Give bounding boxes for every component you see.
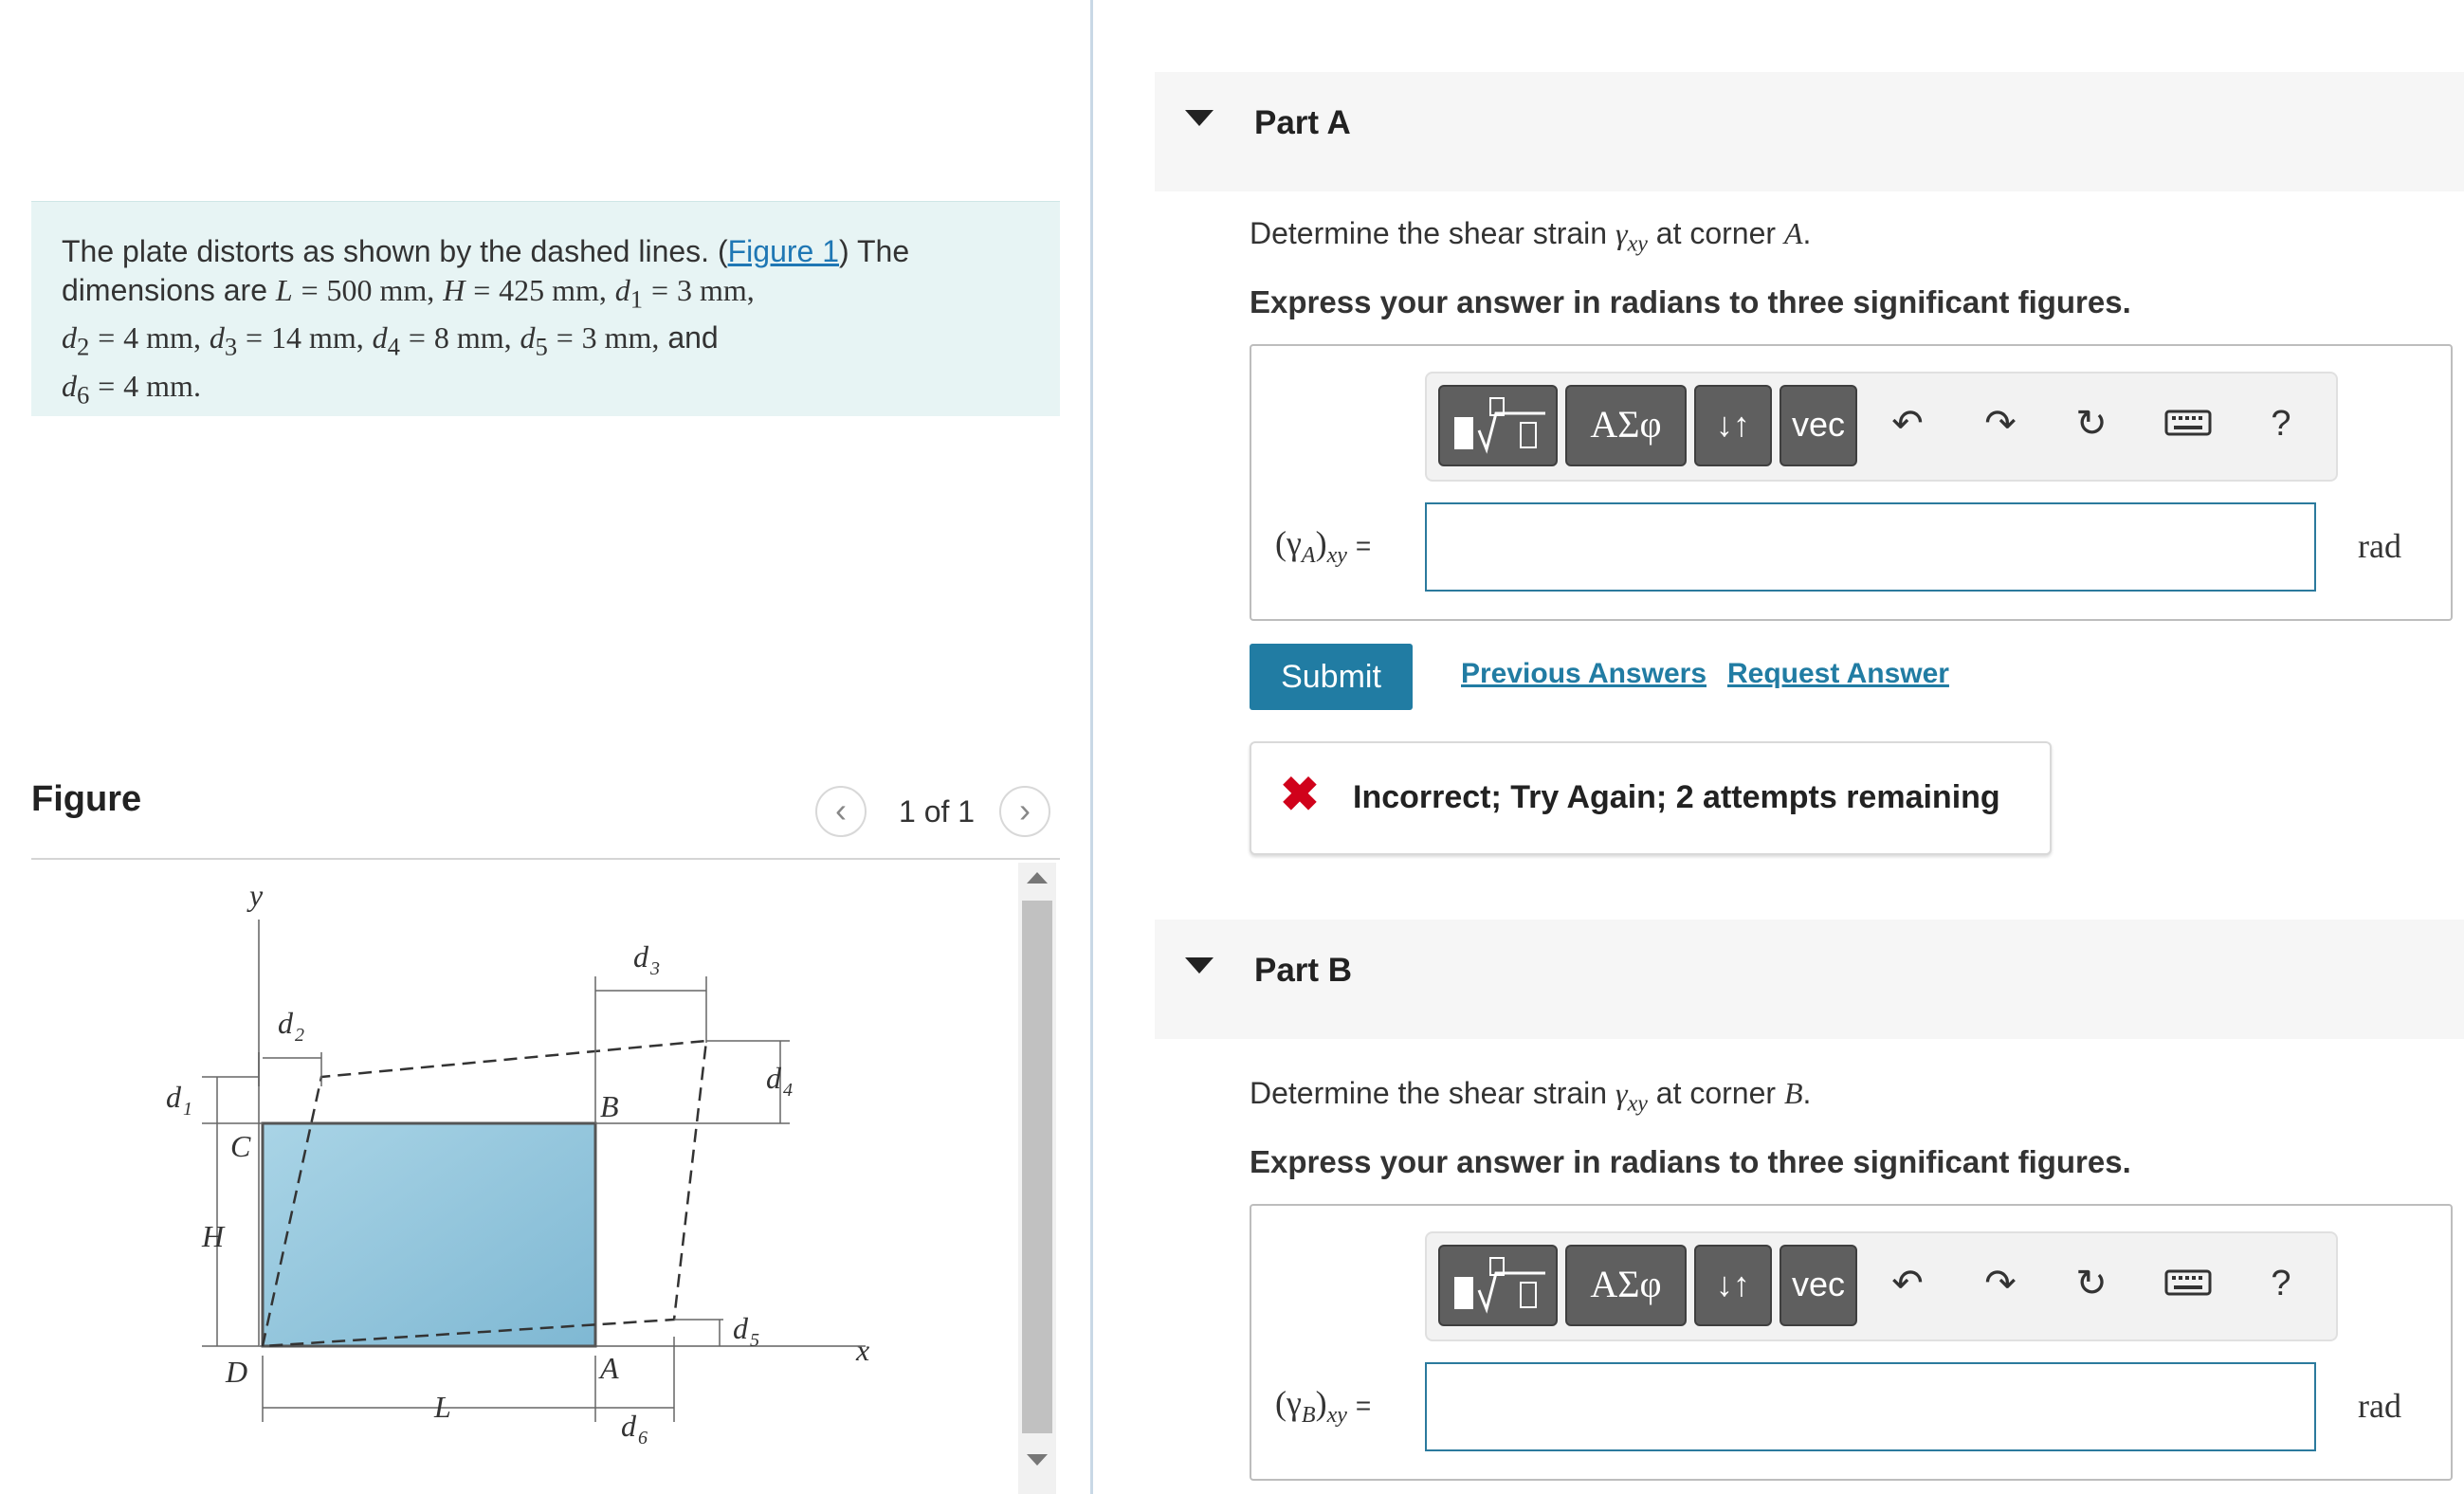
subscript-button[interactable]: ↓↑ — [1694, 385, 1772, 466]
fraction-radical-icon — [1441, 1247, 1555, 1322]
label-sub: A — [1301, 543, 1316, 569]
label-d4: d — [766, 1061, 781, 1095]
question-text: at corner — [1655, 1076, 1777, 1110]
redo-icon[interactable]: ↷ — [1984, 403, 2017, 445]
sub: 4 — [387, 332, 400, 361]
label-H: H — [202, 1219, 225, 1253]
part-a-title: Part A — [1254, 104, 1351, 141]
gamma-symbol: γ — [1615, 1076, 1628, 1110]
equals: = — [98, 368, 116, 403]
val-d4: 8 mm, — [433, 320, 512, 355]
label-xy: xy — [1326, 543, 1347, 569]
var-d3: d — [209, 320, 225, 355]
label-sub: B — [1301, 1403, 1316, 1429]
prev-figure-button[interactable] — [815, 786, 867, 837]
period: . — [1802, 216, 1812, 250]
sub: 2 — [77, 332, 90, 361]
scroll-up-icon[interactable] — [1027, 872, 1048, 884]
equals: = — [98, 320, 116, 355]
label-close: ) — [1315, 524, 1327, 562]
equals: = — [246, 320, 264, 355]
label-C: C — [230, 1129, 251, 1163]
chevron-left-icon: ‹ — [835, 791, 847, 829]
part-b-answer-input[interactable] — [1425, 1362, 2316, 1451]
var-H: H — [443, 273, 465, 307]
label-d6-sub: 6 — [638, 1428, 648, 1448]
val-d1: 3 mm, — [676, 273, 755, 307]
label-eq: = — [1355, 1391, 1372, 1420]
scroll-down-icon[interactable] — [1027, 1454, 1048, 1466]
part-a-instruction: Express your answer in radians to three significant figures. — [1250, 284, 2131, 319]
label-d5-sub: 5 — [750, 1330, 759, 1351]
previous-answers-link[interactable]: Previous Answers — [1461, 658, 1707, 689]
sub: 6 — [77, 380, 90, 410]
reset-icon[interactable]: ↻ — [2075, 1263, 2108, 1304]
corner-symbol: A — [1783, 216, 1803, 250]
label-d2: d — [278, 1006, 293, 1040]
label-gamma: (γ — [1275, 524, 1302, 562]
part-b-question — [1250, 1076, 1811, 1117]
label-d5: d — [733, 1311, 748, 1345]
sub: 3 — [224, 332, 238, 361]
label-x: x — [856, 1333, 870, 1367]
part-a-answer-label — [1275, 523, 1371, 569]
question-text: Determine the shear strain — [1250, 216, 1608, 250]
equals: = — [301, 273, 319, 307]
figure-divider — [31, 858, 1060, 860]
label-xy: xy — [1326, 1403, 1347, 1429]
reset-icon[interactable]: ↻ — [2075, 403, 2108, 445]
question-text: Determine the shear strain — [1250, 1076, 1608, 1110]
keyboard-icon[interactable] — [2164, 1260, 2212, 1307]
figure-scrollbar-thumb[interactable] — [1022, 901, 1052, 1433]
gamma-symbol: γ — [1615, 216, 1628, 250]
val-d2: 4 mm, — [123, 320, 201, 355]
label-close: ) — [1315, 1384, 1327, 1422]
part-a-header[interactable] — [1155, 72, 2464, 191]
var-d4: d — [372, 320, 388, 355]
label-d6: d — [621, 1409, 636, 1443]
equals: = — [473, 273, 491, 307]
var-d5: d — [520, 320, 536, 355]
request-answer-link[interactable]: Request Answer — [1727, 658, 1949, 689]
problem-text: The plate distorts as shown by the dashed lines. ( — [62, 234, 728, 268]
help-button[interactable]: ? — [2271, 404, 2291, 444]
part-a-question — [1250, 216, 1811, 257]
incorrect-x-icon: ✖ — [1280, 768, 1320, 821]
var-d6: d — [62, 368, 77, 403]
label-d1: d — [166, 1080, 181, 1114]
part-b-title: Part B — [1254, 952, 1353, 989]
sub: 1 — [630, 284, 644, 314]
templates-button[interactable] — [1438, 385, 1558, 466]
problem-text: ) The dimensions are — [62, 234, 910, 307]
equals: = — [651, 273, 669, 307]
label-y: y — [249, 878, 264, 912]
label-A: A — [600, 1351, 619, 1385]
chevron-right-icon: › — [1019, 791, 1031, 829]
part-b-answer-label — [1275, 1383, 1371, 1429]
part-b-unit: rad — [2358, 1387, 2401, 1425]
equals: = — [408, 320, 426, 355]
feedback-box — [1250, 741, 2052, 855]
pane-divider[interactable] — [1090, 0, 1093, 1494]
gamma-sub: xy — [1627, 231, 1648, 257]
label-B: B — [600, 1089, 619, 1123]
subscript-button[interactable]: ↓↑ — [1694, 1245, 1772, 1326]
label-gamma: (γ — [1275, 1384, 1302, 1422]
keyboard-icon[interactable] — [2164, 400, 2212, 447]
val-L: 500 mm, — [326, 273, 435, 307]
greek-symbols-button[interactable]: ΑΣφ — [1565, 1245, 1687, 1326]
figure-pager: 1 of 1 — [899, 794, 976, 829]
greek-symbols-button[interactable]: ΑΣφ — [1565, 385, 1687, 466]
feedback-text: Incorrect; Try Again; 2 attempts remaining — [1353, 779, 2000, 815]
label-d1-sub: 1 — [183, 1099, 192, 1120]
label-d3: d — [633, 939, 648, 974]
templates-button[interactable] — [1438, 1245, 1558, 1326]
figure-title: Figure — [31, 779, 142, 819]
val-d6: 4 mm. — [123, 368, 201, 403]
equals: = — [556, 320, 574, 355]
redo-icon[interactable]: ↷ — [1984, 1263, 2017, 1304]
label-d3-sub: 3 — [650, 958, 660, 979]
fraction-radical-icon — [1441, 387, 1555, 463]
part-b-math-toolbar — [1425, 1231, 2338, 1341]
plate-diagram — [31, 863, 1017, 1494]
label-d2-sub: 2 — [295, 1025, 304, 1046]
submit-button[interactable]: Submit — [1250, 644, 1413, 710]
var-L: L — [275, 273, 293, 307]
corner-symbol: B — [1783, 1076, 1803, 1110]
label-eq: = — [1355, 531, 1372, 560]
vector-button[interactable]: vec — [1780, 385, 1857, 466]
undo-icon[interactable]: ↶ — [1891, 403, 1924, 445]
next-figure-button[interactable] — [999, 786, 1050, 837]
question-text: at corner — [1655, 216, 1777, 250]
part-a-answer-input[interactable] — [1425, 502, 2316, 592]
part-a-unit: rad — [2358, 527, 2401, 565]
label-d4-sub: 4 — [783, 1080, 793, 1101]
collapse-triangle-icon[interactable] — [1185, 957, 1214, 974]
val-H: 425 mm, — [499, 273, 607, 307]
sub: 5 — [535, 332, 548, 361]
var-d2: d — [62, 320, 77, 355]
and-text: and — [667, 320, 719, 355]
label-L: L — [434, 1390, 451, 1424]
part-a-math-toolbar — [1425, 372, 2338, 482]
val-d3: 14 mm, — [270, 320, 364, 355]
part-b-instruction: Express your answer in radians to three significant figures. — [1250, 1144, 2131, 1179]
gamma-sub: xy — [1627, 1091, 1648, 1117]
part-b-header[interactable] — [1155, 920, 2464, 1039]
val-d5: 3 mm, — [581, 320, 660, 355]
var-d1: d — [614, 273, 630, 307]
plate — [263, 1123, 595, 1346]
vector-button[interactable]: vec — [1780, 1245, 1857, 1326]
undo-icon[interactable]: ↶ — [1891, 1263, 1924, 1304]
figure-link[interactable]: Figure 1 — [727, 234, 839, 268]
period: . — [1802, 1076, 1812, 1110]
help-button[interactable]: ? — [2271, 1264, 2291, 1303]
problem-statement — [31, 201, 1060, 416]
label-D: D — [226, 1355, 248, 1389]
collapse-triangle-icon[interactable] — [1185, 110, 1214, 126]
